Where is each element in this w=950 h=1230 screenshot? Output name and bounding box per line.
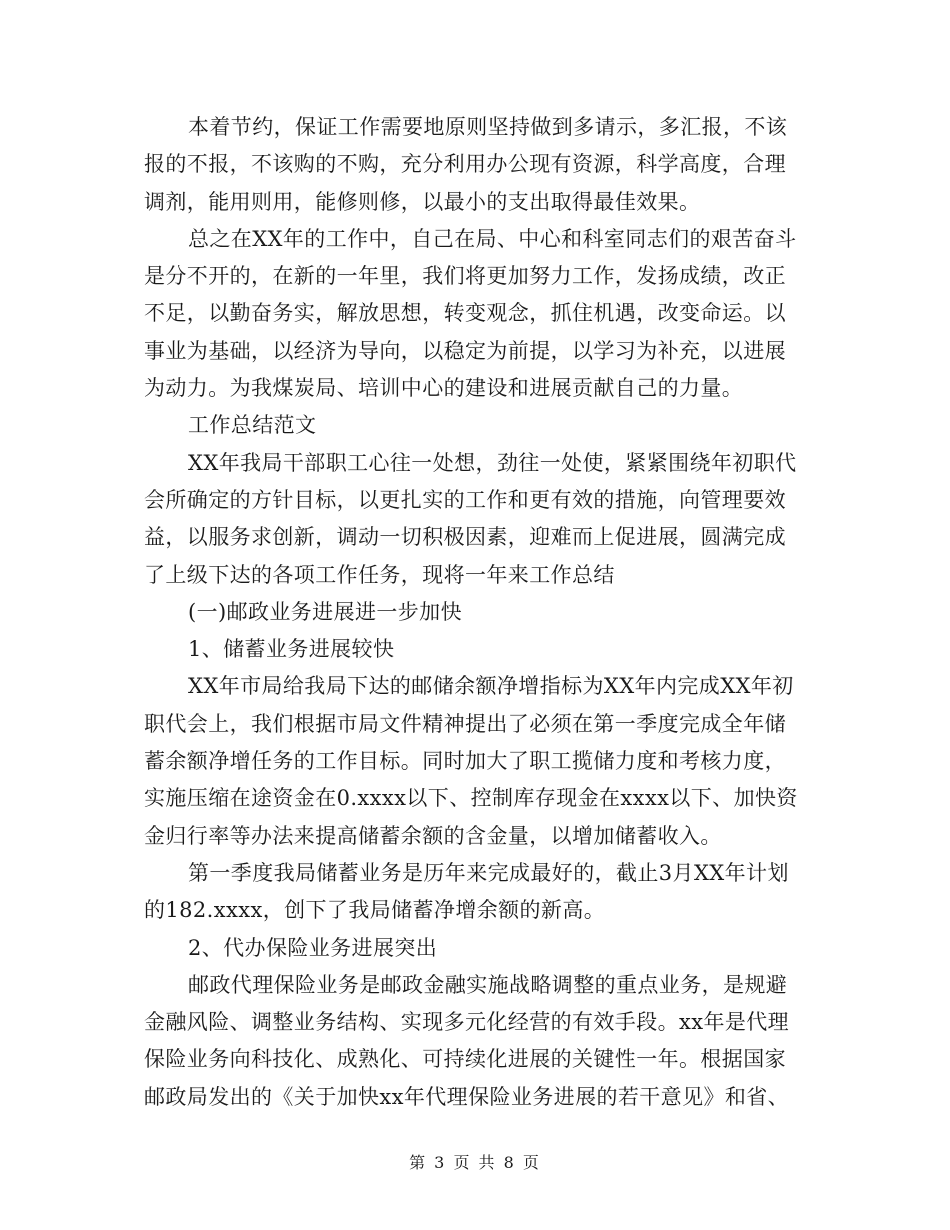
text-line: 为动力。为我煤炭局、培训中心的建设和进展贡献自己的力量。 (144, 376, 744, 401)
text-line: 调剂，能用则用，能修则修，以最小的支出取得最佳效果。 (144, 189, 701, 214)
text-line: 实施压缩在途资金在0.xxxx以下、控制库存现金在xxxx以下、加快资 (144, 786, 798, 811)
text-line: 保险业务向科技化、成熟化、可持续化进展的关键性一年。根据国家 (144, 1047, 786, 1072)
body-text (144, 109, 804, 1116)
text-line: 是分不开的，在新的一年里，我们将更加努力工作，发扬成绩，改正 (144, 264, 786, 289)
page-number: 第 3 页 共 8 页 (409, 1153, 541, 1172)
text-line: XX年我局干部职工心往一处想，劲往一处使，紧紧围绕年初职代 (188, 450, 797, 475)
text-line: 邮政局发出的《关于加快xx年代理保险业务进展的若干意见》和省、 (144, 1084, 790, 1109)
text-line: 不足，以勤奋务实，解放思想，转变观念，抓住机遇，改变命运。以 (144, 301, 786, 326)
text-line: 本着节约，保证工作需要地原则坚持做到多请示，多汇报，不该 (188, 115, 788, 139)
text-line: XX年市局给我局下达的邮储余额净增指标为XX年内完成XX年初 (188, 674, 794, 699)
text-line: 邮政代理保险业务是邮政金融实施战略调整的重点业务，是规避 (188, 972, 788, 997)
text-line: 总之在XX年的工作中，自己在局、中心和科室同志们的艰苦奋斗 (188, 226, 797, 251)
text-line: 了上级下达的各项工作任务，现将一年来工作总结 (144, 562, 615, 587)
text-line: 金融风险、调整业务结构、实现多元化经营的有效手段。xx年是代理 (144, 1010, 790, 1035)
subsection-heading: 2、代办保险业务进展突出 (188, 935, 438, 960)
section-heading: (一)邮政业务进展进一步加快 (188, 599, 462, 624)
text-line: 报的不报，不该购的不购，充分利用办公现有资源，科学高度，合理 (144, 152, 786, 177)
text-line: 事业为基础，以经济为导向，以稳定为前提，以学习为补充，以进展 (144, 338, 786, 363)
text-line: 会所确定的方针目标，以更扎实的工作和更有效的措施，向管理要效 (144, 487, 786, 512)
subsection-heading: 1、储蓄业务进展较快 (188, 637, 395, 662)
text-line: 益，以服务求创新，调动一切积极因素，迎难而上促进展，圆满完成 (144, 525, 786, 550)
text-line: 职代会上，我们根据市局文件精神提出了必须在第一季度完成全年储 (144, 711, 786, 736)
text-line: 的182.xxxx，创下了我局储蓄净增余额的新高。 (144, 898, 606, 923)
document-body (144, 109, 804, 1116)
text-line: 金归行率等办法来提高储蓄余额的含金量，以增加储蓄收入。 (144, 823, 722, 848)
section-title: 工作总结范文 (188, 413, 317, 438)
text-line: 蓄余额净增任务的工作目标。同时加大了职工揽储力度和考核力度， (144, 749, 786, 774)
text-line: 第一季度我局储蓄业务是历年来完成最好的，截止3月XX年计划 (188, 860, 789, 885)
